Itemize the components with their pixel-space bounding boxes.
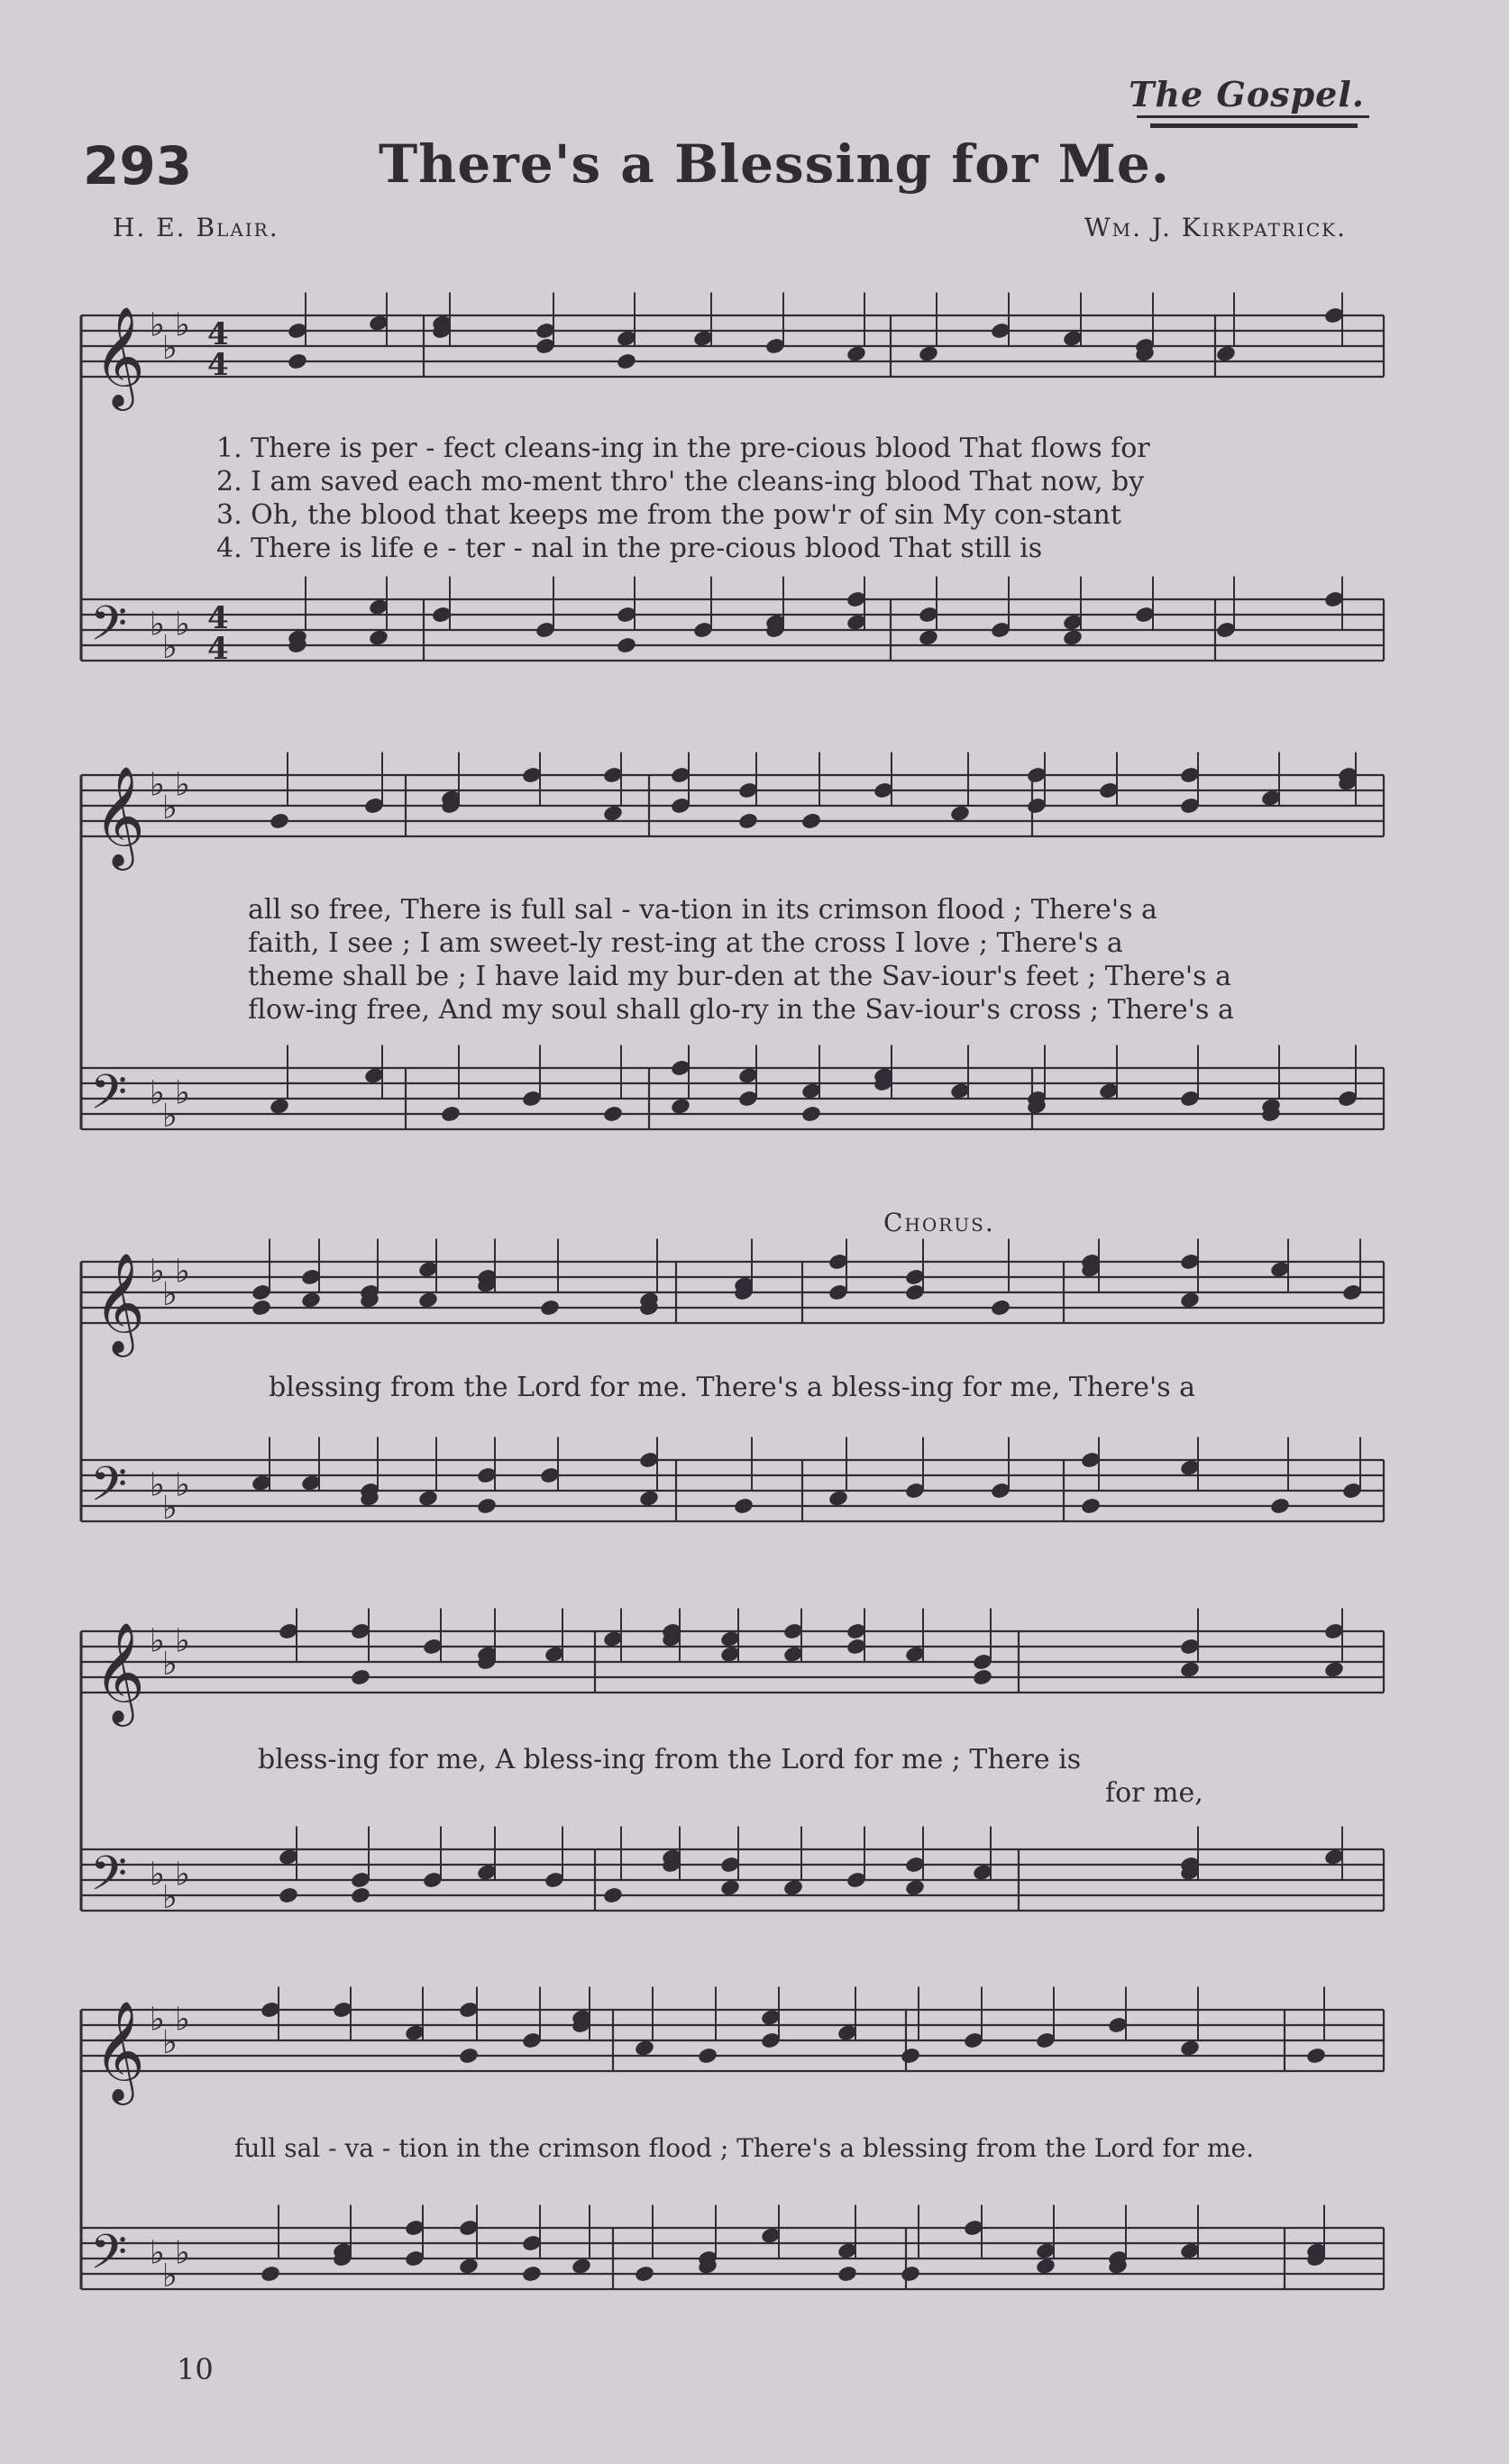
- treble-clef-icon: 𝄞: [94, 1621, 145, 1722]
- treble-note: [800, 812, 822, 831]
- flat-icon: ♭: [175, 1253, 190, 1291]
- bass-note: [900, 2265, 921, 2284]
- bass-clef-icon: 𝄢: [90, 1847, 128, 1913]
- bass-note: [602, 1105, 624, 1124]
- flat-icon: ♭: [150, 606, 165, 643]
- header-rule-thick: [1150, 123, 1358, 128]
- bass-clef-icon: 𝄢: [90, 1457, 128, 1524]
- treble-note: [287, 352, 308, 371]
- treble-note: [1179, 1660, 1201, 1679]
- bass-note: [458, 2257, 480, 2276]
- treble-note: [269, 812, 290, 831]
- treble-note: [1179, 2039, 1201, 2058]
- verse-line-1: 1. There is per - fect cleans-ing in the pre-cious blood That flows for: [216, 433, 1150, 464]
- section-title: The Gospel.: [1129, 74, 1365, 114]
- flat-icon: ♭: [150, 1622, 165, 1660]
- bass-note: [571, 2257, 592, 2276]
- flat-icon: ♭: [150, 1253, 165, 1291]
- bass-clef-icon: 𝄢: [90, 597, 128, 663]
- bass-note: [260, 2265, 281, 2284]
- bass-note: [1269, 1497, 1291, 1516]
- treble-note: [458, 2047, 480, 2066]
- flat-icon: ♭: [150, 306, 165, 344]
- verse-line-4: 4. There is life e - ter - nal in the pre-cious blood That still is: [216, 533, 1043, 564]
- treble-note: [1323, 1660, 1345, 1679]
- treble-note: [900, 2047, 921, 2066]
- bass-note: [904, 1878, 926, 1897]
- treble-clef-icon: 𝄞: [94, 1252, 145, 1353]
- flat-icon: ♭: [175, 1856, 190, 1894]
- time-signature: 4: [207, 316, 229, 352]
- bass-note: [719, 1878, 741, 1897]
- bass-note: [1035, 2257, 1056, 2276]
- treble-clef-icon: 𝄞: [94, 306, 145, 406]
- chorus-echo: for me,: [1105, 1777, 1203, 1809]
- bass-note: [782, 1878, 804, 1897]
- flat-icon: ♭: [175, 1074, 190, 1112]
- treble-note: [616, 352, 637, 371]
- treble-note: [539, 1299, 561, 1318]
- bass-note: [918, 628, 939, 647]
- treble-note: [602, 804, 624, 823]
- treble-note: [350, 1668, 371, 1687]
- bass-clef-icon: 𝄢: [90, 1065, 128, 1132]
- bass-note: [350, 1886, 371, 1905]
- bass-note: [1062, 628, 1084, 647]
- bass-clef-icon: 𝄢: [90, 2225, 128, 2292]
- composer-credit: Wm. J. Kirkpatrick.: [1084, 213, 1347, 242]
- hymn-title: There's a Blessing for Me.: [379, 133, 1170, 195]
- bass-note: [800, 1105, 822, 1124]
- bass-note: [837, 2265, 858, 2284]
- flat-icon: ♭: [150, 1074, 165, 1112]
- bass-note: [269, 1097, 290, 1116]
- treble-note: [737, 812, 759, 831]
- flat-icon: ♭: [162, 789, 178, 826]
- flat-icon: ♭: [162, 1490, 178, 1527]
- bass-note: [476, 1497, 498, 1516]
- flat-icon: ♭: [150, 1466, 165, 1504]
- flat-icon: ♭: [175, 1622, 190, 1660]
- verse-line-2: 2. I am saved each mo-ment thro' the cleans-ing blood That now, by: [216, 466, 1145, 497]
- flat-icon: ♭: [175, 306, 190, 344]
- bass-note: [440, 1105, 462, 1124]
- flat-icon: ♭: [150, 1856, 165, 1894]
- flat-icon: ♭: [162, 629, 178, 666]
- bass-note: [670, 1097, 691, 1116]
- time-signature: 4: [207, 631, 229, 667]
- author-credit: H. E. Blair.: [113, 213, 279, 242]
- bass-note: [521, 2265, 543, 2284]
- flat-icon: ♭: [162, 330, 178, 367]
- chorus-line-2: bless-ing for me, A bless-ing from the Lord for me ; There is: [258, 1744, 1082, 1775]
- chorus-line-1: blessing from the Lord for me. There's a bless-ing for me, There's a: [269, 1372, 1196, 1403]
- bass-note: [602, 1886, 624, 1905]
- treble-note: [949, 804, 971, 823]
- time-signature: 4: [207, 347, 229, 383]
- verse-line-1b: all so free, There is full sal - va-tion in its crimson flood ; There's a: [248, 894, 1157, 926]
- bass-note: [368, 628, 389, 647]
- flat-icon: ♭: [162, 1098, 178, 1135]
- treble-clef-icon: 𝄞: [94, 765, 145, 866]
- bass-note: [1080, 1497, 1102, 1516]
- treble-note: [972, 1668, 993, 1687]
- bass-note: [417, 1489, 439, 1508]
- verse-line-2b: faith, I see ; I am sweet-ly rest-ing at the cross I love ; There's a: [248, 927, 1123, 959]
- treble-note: [918, 344, 939, 363]
- flat-icon: ♭: [150, 2001, 165, 2039]
- treble-note: [1179, 1291, 1201, 1310]
- flat-icon: ♭: [162, 1646, 178, 1683]
- treble-note: [1305, 2047, 1327, 2066]
- verse-line-3b: theme shall be ; I have laid my bur-den at the Sav-iour's feet ; There's a: [248, 961, 1231, 992]
- hymn-number: 293: [83, 135, 193, 196]
- page-number: 10: [177, 2352, 214, 2386]
- time-signature: 4: [207, 600, 229, 636]
- flat-icon: ♭: [162, 1276, 178, 1313]
- flat-icon: ♭: [150, 2234, 165, 2272]
- flat-icon: ♭: [150, 766, 165, 804]
- flat-icon: ♭: [175, 2001, 190, 2039]
- treble-note: [417, 1291, 439, 1310]
- flat-icon: ♭: [175, 2234, 190, 2272]
- flat-icon: ♭: [175, 1466, 190, 1504]
- flat-icon: ♭: [175, 766, 190, 804]
- flat-icon: ♭: [162, 1879, 178, 1916]
- bass-note: [278, 1886, 299, 1905]
- bass-note: [616, 636, 637, 655]
- bass-note: [634, 2265, 655, 2284]
- flat-icon: ♭: [175, 606, 190, 643]
- treble-clef-icon: 𝄞: [94, 2000, 145, 2101]
- flat-icon: ♭: [162, 2024, 178, 2061]
- treble-note: [634, 2039, 655, 2058]
- verse-line-4b: flow-ing free, And my soul shall glo-ry in the Sav-iour's cross ; There's a: [248, 994, 1234, 1026]
- chorus-line-3: full sal - va - tion in the crimson flood ; There's a blessing from the Lord for me.: [234, 2133, 1254, 2163]
- treble-note: [846, 344, 867, 363]
- treble-note: [697, 2047, 718, 2066]
- chorus-label: Chorus.: [883, 1208, 995, 1237]
- treble-note: [1215, 344, 1237, 363]
- treble-note: [251, 1299, 272, 1318]
- bass-note: [638, 1489, 660, 1508]
- bass-note: [828, 1489, 849, 1508]
- bass-note: [733, 1497, 754, 1516]
- header-rule: [1137, 115, 1369, 118]
- verse-line-3: 3. Oh, the blood that keeps me from the pow'r of sin My con-stant: [216, 499, 1121, 531]
- treble-note: [990, 1299, 1011, 1318]
- treble-note: [300, 1291, 322, 1310]
- flat-icon: ♭: [162, 2258, 178, 2295]
